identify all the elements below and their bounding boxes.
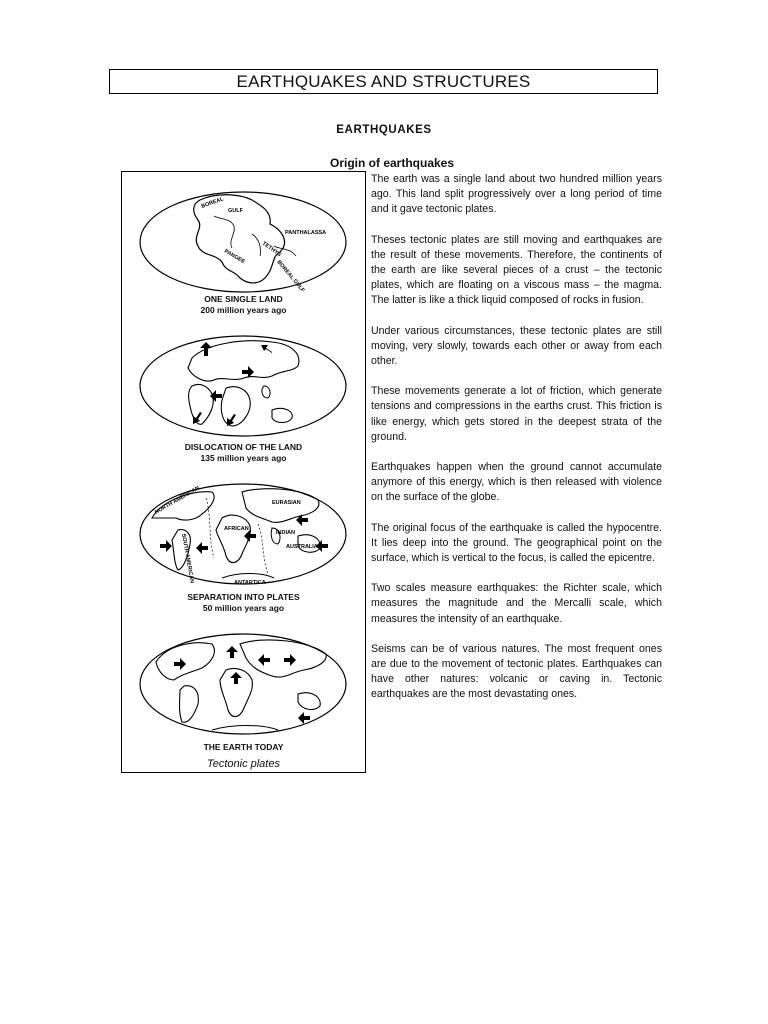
stage-4-title: THE EARTH TODAY bbox=[203, 742, 284, 752]
paragraph: The earth was a single land about two hundred million years ago. This land split progressively over a long period of time and it gave tectonic plates. bbox=[371, 173, 662, 216]
stage-3-title: SEPARATION INTO PLATES bbox=[187, 592, 300, 602]
stage-2-title: DISLOCATION OF THE LAND bbox=[184, 442, 303, 452]
map-label-african: AFRICAN bbox=[224, 526, 249, 532]
stage-2-caption bbox=[122, 442, 365, 464]
stage-4-caption bbox=[122, 742, 365, 753]
map-label-tethys: TETHYS bbox=[260, 240, 283, 259]
tectonic-plates-figure bbox=[121, 171, 366, 773]
sub-heading: Origin of earthquakes bbox=[330, 156, 455, 170]
stage-3-age: 50 million years ago bbox=[202, 603, 285, 613]
paragraph: Two scales measure earthquakes: the Richter scale, which measures the magnitude and the Mercalli scale, which measures the intensity of an earthquake. bbox=[371, 582, 662, 625]
paragraph: The original focus of the earthquake is called the hypocentre. It lies deep into the ground. The geographical point on the surface, which is vertical to the focus, is called the epicentre. bbox=[371, 521, 662, 565]
map-label-pangee: PANGEE bbox=[223, 248, 246, 266]
stage-2-age: 135 million years ago bbox=[200, 453, 287, 463]
map-label-eurasian: EURASIAN bbox=[272, 500, 301, 506]
paragraph: Seisms can be of various natures. The most frequent ones are due to the movement of tectonic plates. Earthquakes can have other natures: volcanic or caving in. Tectonic earthquakes are the most devastating ones. bbox=[371, 642, 662, 701]
stage-1-age: 200 million years ago bbox=[200, 305, 287, 315]
map-label-south-american: SOUTH AMERICAN bbox=[180, 533, 195, 584]
paragraph: These movements generate a lot of friction, which generate tensions and compressions in the earths crust. This friction is like energy, which gets stored in the deepest strata of the ground. bbox=[371, 385, 662, 443]
map-label-antartica: ANTARTICA bbox=[234, 580, 266, 586]
map-label-boreal-gulf: BOREAL GULF bbox=[275, 259, 306, 294]
paragraph: Earthquakes happen when the ground cannot accumulate anymore of this energy, which is then released with violence on the surface of the globe. bbox=[371, 461, 662, 504]
body-text bbox=[371, 172, 662, 718]
section-heading: EARTHQUAKES bbox=[336, 124, 432, 136]
map-label-panthalassa: PANTHALASSA bbox=[285, 230, 327, 236]
globe-pangaea bbox=[122, 186, 365, 298]
globe-today bbox=[122, 628, 365, 740]
map-label-gulf: GULF bbox=[228, 208, 243, 214]
globe-dislocation bbox=[122, 330, 365, 442]
paragraph: Theses tectonic plates are still moving and earthquakes are the result of these movements. Therefore, the continents of the earth are like several pieces of a crust – the tectonic plates, which are floating on a viscous mass – the magma. The latter is like a thick liquid composed of rocks in fusion. bbox=[371, 233, 662, 307]
stage-3-caption bbox=[122, 592, 365, 614]
stage-1-title: ONE SINGLE LAND bbox=[204, 294, 283, 304]
map-label-boreal: BOREAL bbox=[200, 196, 225, 210]
map-label-australian: AUSTRALIAN bbox=[286, 544, 322, 550]
paragraph: Under various circumstances, these tectonic plates are still moving, very slowly, towards each other or away from each other. bbox=[371, 324, 662, 368]
map-label-indian: INDIAN bbox=[276, 530, 295, 536]
document-title: EARTHQUAKES AND STRUCTURES bbox=[109, 69, 658, 94]
map-label-north-american: NORTH AMERICAN bbox=[154, 485, 201, 516]
figure-caption: Tectonic plates bbox=[207, 758, 280, 770]
globe-separation bbox=[122, 478, 365, 590]
stage-1-caption bbox=[122, 294, 365, 316]
